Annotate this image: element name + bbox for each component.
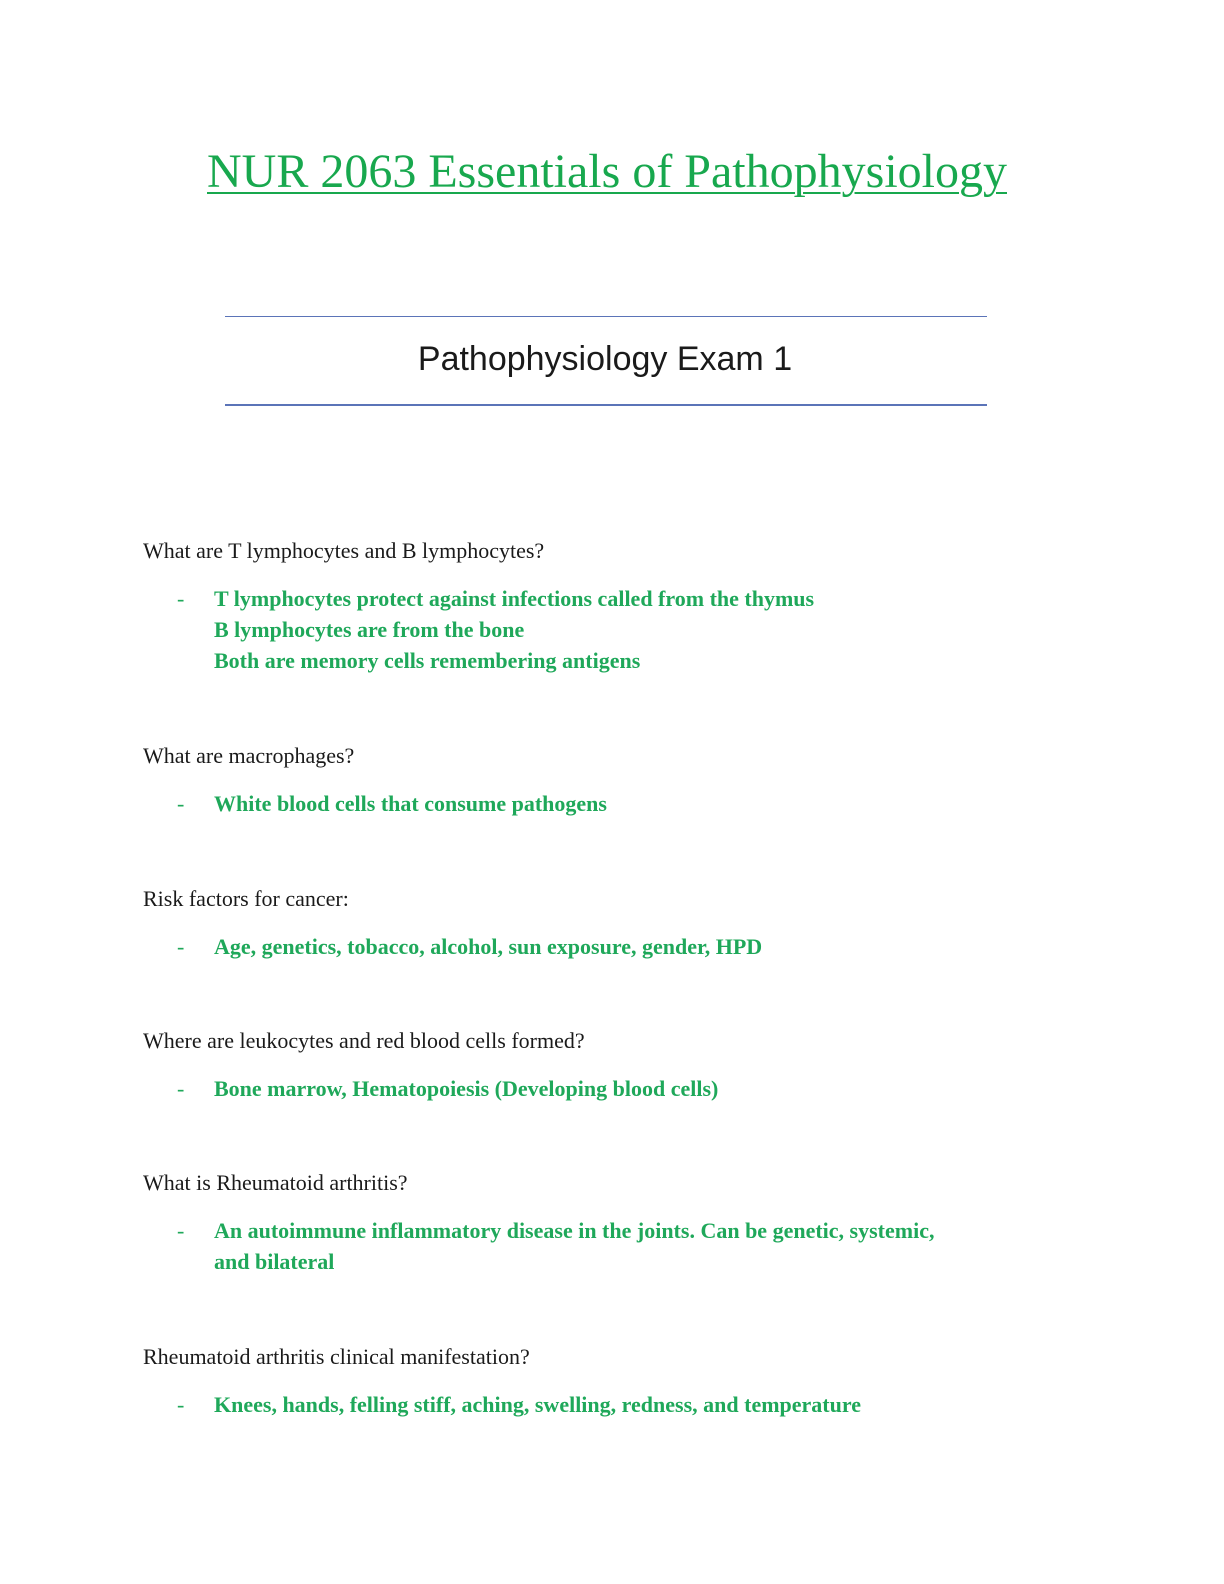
bullet-dash: - [177, 1392, 185, 1417]
bullet-dash: - [177, 934, 185, 959]
bullet-dash: - [177, 586, 185, 611]
question: Risk factors for cancer: [143, 886, 349, 911]
question: What are macrophages? [143, 743, 355, 768]
question: What are T lymphocytes and B lymphocytes? [143, 538, 545, 563]
question: Rheumatoid arthritis clinical manifestation? [143, 1344, 530, 1369]
question: Where are leukocytes and red blood cells formed? [143, 1028, 585, 1053]
answer [143, 789, 1083, 820]
answer-line: and bilateral [214, 1248, 335, 1274]
qa-item-macrophages [143, 741, 1083, 820]
answer [143, 1216, 1083, 1278]
answer-line: Knees, hands, felling stiff, aching, swelling, redness, and temperature [214, 1392, 861, 1417]
answer-line: Bone marrow, Hematopoiesis (Developing blood cells) [214, 1076, 719, 1101]
document-title: NUR 2063 Essentials of Pathophysiology [207, 145, 1007, 198]
answer-line: Age, genetics, tobacco, alcohol, sun exposure, gender, HPD [214, 934, 763, 959]
answer-line: Both are memory cells remembering antigens [214, 647, 641, 673]
answer-line: White blood cells that consume pathogens [214, 791, 607, 816]
subtitle-top-rule [225, 316, 987, 317]
answer [143, 1074, 1083, 1105]
qa-item-cancer-risk-factors [143, 884, 1083, 963]
qa-item-t-b-lymphocytes [143, 536, 1083, 676]
answer-line: T lymphocytes protect against infections called from the thymus [214, 586, 815, 611]
answer-line: An autoimmune inflammatory disease in the joints. Can be genetic, systemic, [214, 1218, 935, 1243]
question: What is Rheumatoid arthritis? [143, 1170, 408, 1195]
bullet-dash: - [177, 791, 185, 816]
answer [143, 932, 1083, 963]
qa-item-rheumatoid-arthritis [143, 1168, 1083, 1278]
bullet-dash: - [177, 1076, 185, 1101]
document-subtitle: Pathophysiology Exam 1 [417, 340, 793, 378]
subtitle-bottom-rule [225, 404, 987, 406]
qa-item-blood-cell-formation [143, 1026, 1083, 1105]
bullet-dash: - [177, 1218, 185, 1243]
answer-line: B lymphocytes are from the bone [214, 616, 525, 642]
qa-item-ra-manifestations [143, 1342, 1083, 1421]
answer [143, 1390, 1083, 1421]
answer [143, 584, 1083, 676]
